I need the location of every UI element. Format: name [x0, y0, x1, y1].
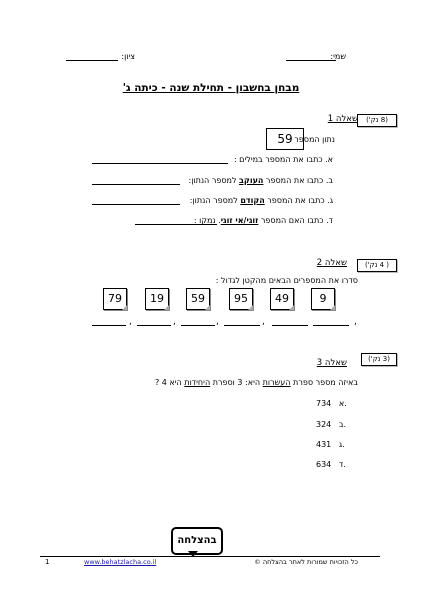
q3-option-letter: ב. — [338, 420, 346, 429]
name-label: שמי: — [330, 52, 346, 61]
q1-item-c-letter: ג. — [327, 196, 333, 205]
q3-question-post: היא 4 ? — [154, 378, 185, 387]
grade-line[interactable] — [66, 60, 118, 61]
q2-points: ( 4 נק') — [357, 259, 397, 272]
q1-answer-b-line[interactable] — [92, 184, 180, 185]
footer-copyright: כל הזכויות שמורות לאתר בהצלחה © — [254, 558, 358, 566]
q3-option-letter: א. — [338, 399, 347, 408]
q3-option-letter: ג. — [338, 440, 345, 449]
q3-points: (3 נק') — [361, 353, 397, 366]
q1-item-b-letter: ב. — [325, 176, 333, 185]
q1-given-label: נתון המספר : — [289, 135, 335, 144]
q1-answer-c-line[interactable] — [92, 204, 180, 205]
footer-url-link[interactable]: www.behatzlacha.co.il — [84, 558, 157, 566]
q3-option-value: 634 — [316, 460, 332, 469]
q3-option[interactable] — [316, 399, 347, 408]
q1-item-c-key: הקודם — [240, 196, 265, 205]
q1-item-b — [189, 176, 333, 185]
q2-separator: , — [129, 317, 132, 327]
name-line[interactable] — [286, 60, 336, 61]
q3-option-value: 324 — [316, 420, 332, 429]
q1-item-a — [234, 155, 333, 164]
q1-item-b-pre: כתבו את המספר — [263, 176, 324, 185]
q1-item-c-post: למספר הנתון: — [189, 196, 241, 205]
logo-text: בהצלחה — [177, 535, 217, 546]
q2-answer-line[interactable] — [137, 325, 171, 326]
page-title: מבחן בחשבון - תחילת שנה - כיתה ג' — [122, 82, 300, 94]
footer-rule — [40, 556, 380, 557]
q2-answer-line[interactable] — [224, 325, 260, 326]
q2-separator: , — [354, 317, 357, 327]
q3-option-letter: ד. — [338, 460, 346, 469]
q1-points: (8 נק') — [357, 114, 397, 127]
q1-number-box: 59 — [266, 128, 304, 150]
q1-item-a-letter: א. — [325, 155, 333, 164]
q2-answer-line[interactable] — [92, 325, 126, 326]
q2-separator: , — [262, 317, 265, 327]
q2-number-card: 79 — [103, 288, 127, 310]
q3-title: שאלה 3 — [316, 358, 347, 368]
q2-separator: , — [216, 317, 219, 327]
q1-item-c — [190, 196, 333, 205]
q3-question-mid: היא: 3 וספרת — [210, 378, 263, 387]
q1-answer-d-line[interactable] — [135, 224, 217, 225]
q3-units: היחידות — [184, 378, 211, 387]
q2-answer-line[interactable] — [313, 325, 349, 326]
q1-item-b-post: למספר הנתון: — [188, 176, 240, 185]
q1-item-d-pre: כתבו האם המספר — [258, 216, 324, 225]
q1-answer-a-line[interactable] — [92, 163, 228, 164]
q3-option[interactable] — [316, 420, 346, 429]
q3-option[interactable] — [316, 440, 345, 449]
q3-question — [155, 378, 358, 387]
q3-option-value: 734 — [316, 399, 332, 408]
q3-question-pre: באיזה מספר ספרת — [290, 378, 358, 387]
q2-number-card: 49 — [270, 288, 294, 310]
q3-option-value: 431 — [316, 440, 332, 449]
q1-item-d-letter: ד. — [326, 216, 333, 225]
q2-number-card: 19 — [145, 288, 169, 310]
q1-item-a-text: כתבו את המספר במילים : — [233, 155, 323, 164]
q2-answer-line[interactable] — [272, 325, 308, 326]
footer-page-number: 1 — [45, 558, 50, 566]
q1-item-d-post: . נמקו : — [193, 216, 221, 225]
q3-option[interactable] — [316, 460, 346, 469]
q1-item-c-pre: כתבו את המספר — [264, 196, 325, 205]
q2-answer-line[interactable] — [181, 325, 215, 326]
q2-number-card: 9 — [311, 288, 335, 310]
q2-number-card: 95 — [229, 288, 253, 310]
q2-title: שאלה 2 — [316, 258, 347, 268]
q1-item-b-key: העוקב — [239, 176, 264, 185]
q2-separator: , — [173, 317, 176, 327]
q1-title: שאלה 1 — [327, 114, 358, 124]
grade-label: ציון: — [121, 52, 135, 61]
q2-instruction: סדרו את המספרים הבאים מהקטן לגדול : — [215, 276, 358, 285]
q2-number-card: 59 — [186, 288, 210, 310]
q3-tens: העשרות — [262, 378, 291, 387]
q1-item-d-key: זוגי/אי זוגי — [220, 216, 259, 225]
